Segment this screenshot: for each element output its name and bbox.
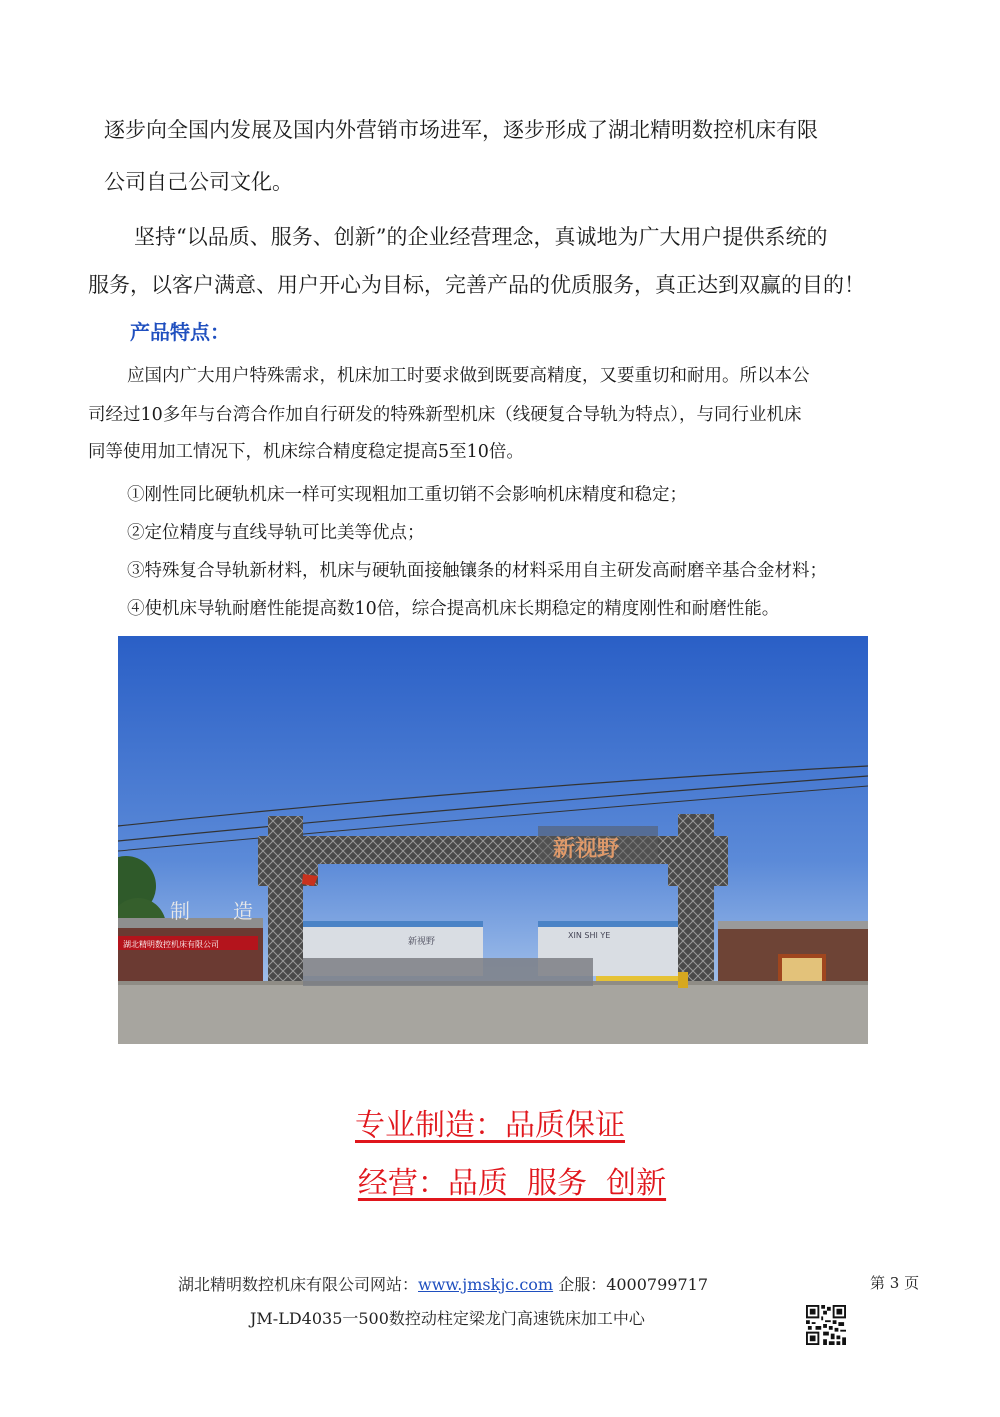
footer-service-phone: 企服：4000799717	[553, 1275, 708, 1294]
wall-sign-left: 制	[170, 899, 190, 923]
footer-product-name: JM-LD4035一500数控动柱定梁龙门高速铣床加工中心	[250, 1309, 645, 1328]
features-heading: 产品特点：	[130, 320, 230, 344]
sliding-gate	[303, 958, 593, 986]
intro-line-3: 坚持“以品质、服务、创新”的企业经营理念，真诚地为广大用户提供系统的	[134, 225, 828, 249]
intro-line-4: 服务，以客户满意、用户开心为目标，完善产品的优质服务，真正达到双赢的目的！	[88, 273, 865, 297]
feature-item-1: ①刚性同比硬轨机床一样可实现粗加工重切销不会影响机床精度和稳定；	[127, 485, 687, 505]
company-website-link[interactable]: www.jmskjc.com	[418, 1275, 554, 1294]
feature-item-3: ③特殊复合导轨新材料，机床与硬轨面接触镶条的材料采用自主研发高耐磨辛基合金材料；	[127, 561, 827, 581]
features-para-line-3: 同等使用加工情况下，机床综合精度稳定提高5至10倍。	[88, 442, 524, 462]
feature-item-4: ④使机床导轨耐磨性能提高数10倍，综合提高机床长期稳定的精度刚性和耐磨性能。	[127, 599, 780, 619]
footer-company-line	[178, 1272, 708, 1295]
page-number: 第 3 页	[870, 1274, 920, 1292]
ground	[118, 981, 868, 1044]
wall-company-text: 湖北精明数控机床有限公司	[123, 940, 219, 949]
factory-gate-photo	[118, 636, 868, 1044]
features-para-line-1: 应国内广大用户特殊需求，机床加工时要求做到既要高精度，又要重切和耐用。所以本公	[127, 366, 810, 386]
intro-line-2: 公司自己公司文化。	[104, 170, 293, 194]
slogan-line-1: 专业制造：品质保证	[355, 1108, 625, 1143]
barrier-arm	[596, 976, 686, 981]
footer-site-label: 湖北精明数控机床有限公司网站：	[178, 1275, 419, 1294]
left-building-sign: 新视野	[408, 937, 436, 947]
features-para-line-2: 司经过10多年与台湾合作加自行研发的特殊新型机床（线硬复合导轨为特点），与同行业机床	[88, 405, 802, 425]
feature-item-2: ②定位精度与直线导轨可比美等优点；	[127, 523, 425, 543]
intro-line-1: 逐步向全国内发展及国内外营销市场进军，逐步形成了湖北精明数控机床有限	[104, 118, 818, 142]
right-building-sign: XIN SHI YE	[568, 931, 611, 940]
wall-sign-right: 造	[233, 899, 253, 923]
slogan-line-2: 经营：品质 服务 创新	[357, 1166, 667, 1201]
qr-code-icon	[806, 1305, 846, 1345]
gate-sign: 新视野	[553, 836, 620, 862]
